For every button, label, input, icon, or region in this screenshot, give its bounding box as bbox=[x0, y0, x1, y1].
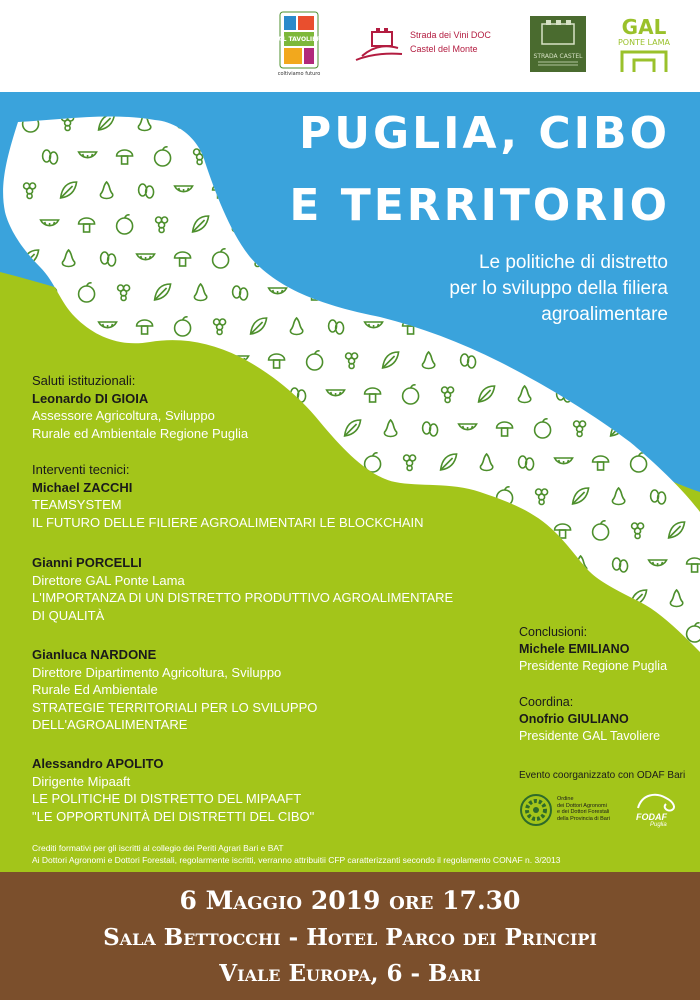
odaf-bari-text-1: Ordine bbox=[557, 796, 574, 802]
title-line-2: E TERRITORIO bbox=[289, 180, 670, 231]
program-apolito bbox=[32, 755, 492, 825]
fodaf-name: FODAF bbox=[636, 812, 667, 822]
strada-vini-line1: Strada dei Vini DOC bbox=[410, 30, 491, 40]
conclusioni-label: Conclusioni: bbox=[519, 625, 588, 639]
gal-tavoliere-word: GAL TAVOLIERE bbox=[273, 36, 325, 43]
strada-castel-logo bbox=[530, 16, 586, 72]
gal-tavoliere-sub: coltiviamo futuro bbox=[277, 71, 321, 77]
conclusioni-block bbox=[519, 624, 689, 675]
apolito-role-2: LE POLITICHE DI DISTRETTO DEL MIPAAFT bbox=[32, 791, 302, 806]
zacchi-role-1: TEAMSYSTEM bbox=[32, 497, 122, 512]
fodaf-sub: Puglia bbox=[650, 822, 667, 828]
coordina-name: Onofrio GIULIANO bbox=[519, 712, 629, 726]
nardone-name: Gianluca NARDONE bbox=[32, 647, 157, 662]
strada-vini-logo bbox=[352, 24, 502, 66]
program-interventi bbox=[32, 461, 492, 531]
conclusioni-role: Presidente Regione Puglia bbox=[519, 659, 668, 673]
coordina-label: Coordina: bbox=[519, 695, 574, 709]
strada-castel-box-text: STRADA CASTEL bbox=[533, 53, 583, 60]
footer-band bbox=[0, 872, 700, 1000]
event-address: Viale Europa, 6 - Bari bbox=[219, 960, 481, 987]
program-porcelli bbox=[32, 554, 492, 624]
saluti-role-2: Rurale ed Ambientale Regione Puglia bbox=[32, 425, 249, 441]
coorganizzato-line: Evento coorganizzato con ODAF Bari bbox=[519, 770, 686, 781]
nardone-role-3: STRATEGIE TERRITORIALI PER LO SVILUPPO bbox=[32, 699, 318, 715]
subtitle-line-2: per lo sviluppo della filiera bbox=[449, 278, 668, 299]
apolito-role-1: Dirigente Mipaaft bbox=[32, 773, 131, 789]
credits-note bbox=[32, 842, 561, 866]
subtitle-line-1: Le politiche di distretto bbox=[478, 252, 668, 273]
credits-line-1: Crediti formativi per gli iscritti al collegio dei Periti Agrari Bari e BAT bbox=[32, 843, 284, 853]
event-date-time: 6 Maggio 2019 ore 17.30 bbox=[179, 886, 521, 915]
coordina-block bbox=[519, 694, 689, 745]
gal-tavoliere-logo bbox=[273, 10, 325, 78]
interventi-label: Interventi tecnici: bbox=[32, 462, 130, 477]
odaf-bari-logo bbox=[518, 792, 554, 828]
conclusioni-name: Michele EMILIANO bbox=[519, 642, 630, 656]
strada-vini-line2: Castel del Monte bbox=[410, 44, 478, 54]
gal-ponte-lama-logo bbox=[614, 12, 676, 74]
program-nardone bbox=[32, 646, 492, 734]
odaf-bari-text-4: della Provincia di Bari bbox=[557, 815, 610, 822]
odaf-bari-text bbox=[557, 796, 610, 822]
apolito-name: Alessandro APOLITO bbox=[32, 756, 164, 771]
credits-line-2: Ai Dottori Agronomi e Dottori Forestali, regolarmente iscritti, verranno attribuitii CFP caratterizzanti secondo il regolamento CONAF n. 3/2013 bbox=[32, 855, 561, 865]
program-saluti bbox=[32, 372, 492, 442]
zacchi-name: Michael ZACCHI bbox=[32, 479, 133, 495]
apolito-role-3: "LE OPPORTUNITÀ DEI DISTRETTI DEL CIBO" bbox=[32, 808, 315, 824]
nardone-role-1: Direttore Dipartimento Agricoltura, Sviluppo bbox=[32, 664, 282, 680]
odaf-bari-text-2: dei Dottori Agronomi bbox=[557, 802, 607, 809]
fodaf-puglia-logo bbox=[632, 790, 684, 814]
coordina-role: Presidente GAL Tavoliere bbox=[519, 729, 661, 743]
saluti-role-1: Assessore Agricoltura, Sviluppo bbox=[32, 408, 215, 423]
porcelli-name: Gianni PORCELLI bbox=[32, 555, 142, 570]
subtitle-line-3: agroalimentare bbox=[541, 304, 668, 325]
porcelli-role-1: Direttore GAL Ponte Lama bbox=[32, 572, 185, 588]
zacchi-role-2: IL FUTURO DELLE FILIERE AGROALIMENTARI LE BLOCKCHAIN bbox=[32, 514, 424, 530]
nardone-role-4: DELL'AGROALIMENTARE bbox=[32, 717, 188, 732]
saluti-label: Saluti istituzionali: bbox=[32, 373, 136, 388]
porcelli-role-3: DI QUALITÀ bbox=[32, 607, 105, 623]
event-venue: Sala Bettocchi - Hotel Parco dei Principi bbox=[103, 924, 597, 951]
odaf-bari-text-3: e dei Dottori Forestali bbox=[557, 809, 610, 815]
gal-ponte-lama-bottom: PONTE LAMA bbox=[617, 38, 671, 47]
title-line-1: PUGLIA, CIBO bbox=[298, 108, 670, 159]
porcelli-role-2: L'IMPORTANZA DI UN DISTRETTO PRODUTTIVO AGROALIMENTARE bbox=[32, 590, 454, 605]
logo-band bbox=[0, 0, 700, 92]
gal-ponte-lama-top: GAL bbox=[621, 15, 667, 39]
nardone-role-2: Rurale Ed Ambientale bbox=[32, 682, 158, 697]
saluti-name: Leonardo DI GIOIA bbox=[32, 390, 149, 406]
